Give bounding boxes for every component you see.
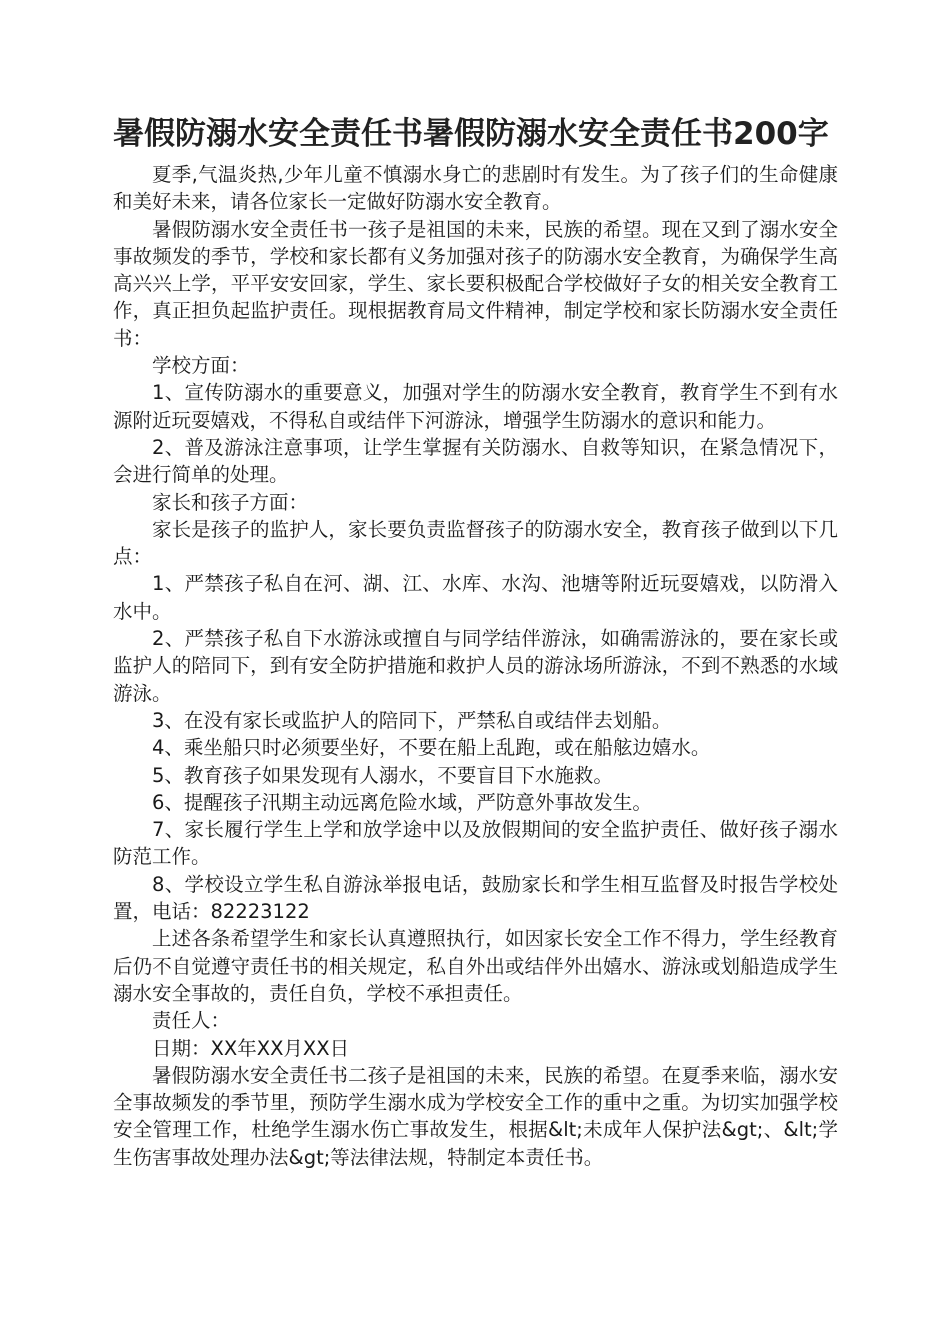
paragraph-intro: 夏季,气温炎热,少年儿童不慎溺水身亡的悲剧时有发生。为了孩子们的生命健康和美好未来，请各位家长一定做好防溺水安全教育。 xyxy=(113,163,838,214)
school-item-1: 1、宣传防溺水的重要意义，加强对学生的防溺水安全教育，教育学生不到有水源附近玩耍嬉戏，不得私自或结伴下河游泳，增强学生防溺水的意识和能力。 xyxy=(113,381,838,432)
paragraph-letter-two-intro: 暑假防溺水安全责任书二孩子是祖国的未来，民族的希望。在夏季来临，溺水安全事故频发的季节里，预防学生溺水成为学校安全工作的重中之重。为切实加强学校安全管理工作，杜绝学生溺水伤亡事故发生，根据&lt;未成年人保护法&gt;、&lt;学生伤害事故处理办法&gt;等法律法规，特制定本责任书。 xyxy=(113,1063,838,1169)
parents-item-6: 6、提醒孩子汛期主动远离危险水域，严防意外事故发生。 xyxy=(152,790,652,814)
parents-intro: 家长是孩子的监护人，家长要负责监督孩子的防溺水安全，教育孩子做到以下几点： xyxy=(113,517,838,569)
responsible-person-line: 责任人： xyxy=(152,1009,231,1033)
parents-item-7: 7、家长履行学生上学和放学途中以及放假期间的安全监护责任、做好孩子溺水防范工作。 xyxy=(113,818,838,869)
document-page xyxy=(113,112,838,1171)
parents-item-2: 2、严禁孩子私自下水游泳或擅自与同学结伴游泳，如确需游泳的，要在家长或监护人的陪同下，到有安全防护措施和救护人员的游泳场所游泳，不到不熟悉的水域游泳。 xyxy=(113,627,838,705)
parents-item-1: 1、严禁孩子私自在河、湖、江、水库、水沟、池塘等附近玩耍嬉戏，以防滑入水中。 xyxy=(113,572,838,623)
date-line: 日期：XX年XX月XX日 xyxy=(152,1036,350,1060)
parents-item-5: 5、教育孩子如果发现有人溺水，不要盲目下水施救。 xyxy=(152,763,613,787)
section-heading-school: 学校方面： xyxy=(152,354,250,378)
document-title: 暑假防溺水安全责任书暑假防溺水安全责任书200字 xyxy=(113,116,829,152)
paragraph-letter-one-intro: 暑假防溺水安全责任书一孩子是祖国的未来，民族的希望。现在又到了溺水安全事故频发的季节，学校和家长都有义务加强对孩子的防溺水安全教育，为确保学生高高兴兴上学，平平安安回家，学生、家长要积极配合学校做好子女的相关安全教育工作，真正担负起监护责任。现根据教育局文件精神，制定学校和家长防溺水安全责任书： xyxy=(113,217,838,350)
parents-item-8: 8、学校设立学生私自游泳举报电话，鼓励家长和学生相互监督及时报告学校处置，电话：82223122 xyxy=(113,872,838,924)
document-body xyxy=(113,161,838,1171)
parents-item-3: 3、在没有家长或监护人的陪同下，严禁私自或结伴去划船。 xyxy=(152,708,672,732)
parents-item-4: 4、乘坐船只时必须要坐好，不要在船上乱跑，或在船舷边嬉水。 xyxy=(152,736,711,760)
closing-paragraph: 上述各条希望学生和家长认真遵照执行，如因家长安全工作不得力，学生经教育后仍不自觉遵守责任书的相关规定，私自外出或结伴外出嬉水、游泳或划船造成学生溺水安全事故的，责任自负，学校不承担责任。 xyxy=(113,927,838,1005)
school-item-2: 2、普及游泳注意事项，让学生掌握有关防溺水、自救等知识，在紧急情况下，会进行简单的处理。 xyxy=(113,435,838,487)
section-heading-parents: 家长和孩子方面： xyxy=(152,490,309,514)
